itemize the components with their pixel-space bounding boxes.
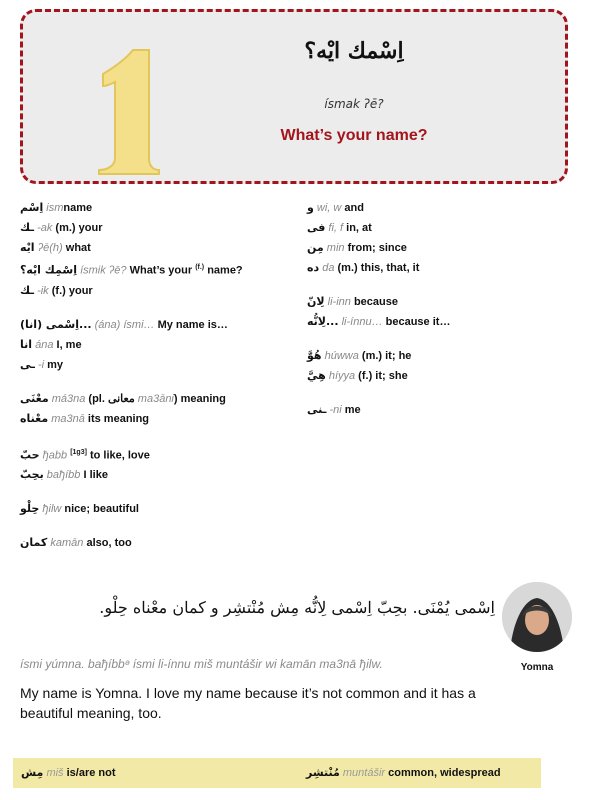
footer-right-arabic: مُنْتشِر bbox=[306, 766, 340, 779]
vocab-arabic: مِن bbox=[307, 241, 324, 254]
vocab-arabic: معْنَى bbox=[20, 391, 49, 405]
vocab-arabic: انا bbox=[20, 337, 33, 351]
speaker-avatar bbox=[502, 582, 572, 652]
vocab-item bbox=[20, 238, 290, 258]
vocab-item bbox=[307, 198, 577, 218]
footer-left-transliteration: miš bbox=[46, 767, 64, 779]
example-sentence-transliteration: ísmi yúmna. baђíbbᵊ ísmi li-ínnu miš muntášir wi kamān ma3nā ђilw. bbox=[20, 657, 383, 671]
vocab-list-right bbox=[307, 198, 577, 420]
vocab-english: your bbox=[68, 284, 93, 297]
vocab-item bbox=[20, 335, 290, 355]
vocab-note: (m.) bbox=[334, 262, 361, 274]
example-sentence-english: My name is Yomna. I love my name because it’s not common and it has a beautiful meaning, too. bbox=[20, 685, 476, 721]
vocab-arabic: كمان bbox=[20, 536, 48, 550]
vocab-english: and bbox=[344, 202, 364, 214]
vocab-note: (f.) bbox=[355, 370, 376, 382]
vocab-note: (m.) bbox=[52, 222, 79, 234]
vocab-arabic: ـى bbox=[20, 357, 35, 371]
vocab-superscript: [1g3] bbox=[70, 448, 87, 456]
vocab-arabic: اِسْمِك ايْه؟ bbox=[20, 263, 77, 277]
vocab-transliteration: da bbox=[322, 262, 335, 274]
vocab-arabic: و bbox=[307, 201, 314, 214]
vocab-transliteration: min bbox=[326, 242, 345, 254]
vocab-item bbox=[307, 238, 577, 258]
vocab-arabic: لِانّ bbox=[307, 295, 325, 308]
vocab-transliteration: ђilw bbox=[42, 503, 62, 516]
lesson-number-graphic bbox=[91, 46, 161, 176]
footer-left-english: is/are not bbox=[66, 767, 116, 779]
vocab-transliteration: wi, w bbox=[316, 202, 342, 214]
vocab-transliteration: fi, f bbox=[328, 222, 344, 234]
vocab-transliteration: ísmik ʔē? bbox=[80, 264, 127, 277]
vocab-english: what bbox=[65, 242, 91, 254]
vocab-item bbox=[20, 281, 290, 301]
vocab-transliteration: ђabb bbox=[42, 449, 68, 462]
vocab-note: (f.) bbox=[48, 284, 69, 297]
example-sentence-arabic: اِسْمى يُمْنَى. بحِبّ اِسْمى لِانُّه مِش مُنْتشِر و كمان معْناه حِلْو. bbox=[99, 598, 495, 617]
vocab-arabic: معْناه bbox=[20, 411, 49, 425]
vocab-item bbox=[20, 258, 290, 281]
vocab-transliteration: li-ínnu… bbox=[341, 316, 383, 328]
vocab-transliteration: -i bbox=[37, 358, 45, 371]
lesson-title-arabic: اِسْمك ايْه؟ bbox=[304, 38, 404, 64]
vocab-transliteration: ism bbox=[46, 202, 64, 214]
vocab-arabic: ـنى bbox=[307, 403, 327, 416]
vocab-superscript: (f.) bbox=[195, 264, 205, 271]
vocab-english: meaning bbox=[180, 392, 226, 405]
vocab-transliteration: li-inn bbox=[327, 296, 351, 308]
vocab-arabic: حِلْو bbox=[20, 502, 40, 516]
vocab-transliteration-plural: ma3āni bbox=[137, 392, 174, 405]
vocab-arabic: فى bbox=[307, 221, 326, 234]
vocab-english: to like, love bbox=[86, 449, 150, 462]
vocab-transliteration: ʔē(h) bbox=[37, 242, 63, 254]
vocab-transliteration: -ni bbox=[329, 404, 342, 416]
footer-right-transliteration: muntášir bbox=[342, 767, 386, 779]
vocab-arabic: ايْه bbox=[20, 241, 35, 254]
lesson-title-english: What’s your name? bbox=[280, 127, 428, 144]
lesson-title-transliteration: ísmak ʔē? bbox=[324, 97, 384, 111]
vocab-english: also, too bbox=[86, 537, 132, 550]
vocab-english: nice; beautiful bbox=[64, 503, 139, 516]
footer-vocab-right bbox=[306, 766, 501, 779]
vocab-english: it; she bbox=[375, 370, 408, 382]
vocab-transliteration: baђíbb bbox=[46, 469, 81, 482]
vocab-item bbox=[20, 443, 290, 466]
vocab-english: I, me bbox=[56, 338, 82, 351]
vocab-note: ) bbox=[173, 392, 181, 405]
vocab-english: me bbox=[344, 404, 361, 416]
vocab-transliteration: má3na bbox=[51, 392, 86, 405]
vocab-transliteration: (ána) ísmi… bbox=[94, 318, 155, 331]
speaker-photo bbox=[502, 582, 572, 652]
vocab-arabic: حبّ bbox=[20, 448, 40, 462]
vocab-transliteration: -ik bbox=[37, 284, 49, 297]
vocab-english: I like bbox=[83, 469, 108, 482]
vocab-english: this, that, it bbox=[360, 262, 420, 274]
vocab-english: because bbox=[353, 296, 398, 308]
vocab-item bbox=[20, 389, 290, 409]
footer-vocab-bar bbox=[13, 758, 541, 788]
vocab-note: (pl. معانى bbox=[85, 392, 138, 405]
footer-right-english: common, widespread bbox=[388, 767, 501, 779]
vocab-item bbox=[20, 409, 290, 429]
vocab-english: My name is… bbox=[157, 318, 228, 331]
vocab-arabic: بحِبّ bbox=[20, 468, 44, 482]
vocab-list-left bbox=[20, 198, 290, 553]
vocab-transliteration: húwwa bbox=[324, 350, 359, 362]
vocab-arabic: (انا) اِسْمى... bbox=[20, 317, 92, 331]
vocab-arabic: ده bbox=[307, 261, 320, 274]
vocab-english: because it… bbox=[385, 316, 451, 328]
vocab-arabic: لِانُّه... bbox=[307, 315, 339, 328]
vocab-note: (m.) bbox=[358, 350, 386, 362]
vocab-english: its meaning bbox=[87, 412, 150, 425]
vocab-note: What’s your bbox=[126, 264, 196, 277]
vocab-english: name? bbox=[204, 264, 243, 277]
vocab-arabic: ـك bbox=[20, 283, 35, 297]
vocab-transliteration: kamān bbox=[50, 537, 84, 550]
vocab-english: name bbox=[63, 202, 93, 214]
vocab-english: your bbox=[78, 222, 103, 234]
vocab-item bbox=[307, 258, 577, 278]
vocab-transliteration: híyya bbox=[328, 370, 356, 382]
vocab-english: it; he bbox=[385, 350, 412, 362]
vocab-transliteration: ána bbox=[35, 338, 54, 351]
vocab-item bbox=[307, 366, 577, 386]
vocab-english: from; since bbox=[347, 242, 407, 254]
speaker-name: Yomna bbox=[520, 662, 554, 673]
vocab-item bbox=[307, 312, 577, 332]
vocab-transliteration: ma3nā bbox=[51, 412, 85, 425]
vocab-item bbox=[20, 499, 290, 519]
vocab-item bbox=[307, 218, 577, 238]
vocab-arabic: ـك bbox=[20, 221, 35, 234]
vocab-item bbox=[20, 533, 290, 553]
vocab-item bbox=[20, 355, 290, 375]
vocab-item bbox=[307, 346, 577, 366]
vocab-item bbox=[307, 400, 577, 420]
lesson-header bbox=[20, 9, 568, 184]
vocab-arabic: اِسْم bbox=[20, 201, 44, 214]
vocab-item bbox=[20, 465, 290, 485]
vocab-transliteration: -ak bbox=[37, 222, 53, 234]
vocab-item bbox=[20, 218, 290, 238]
footer-left-arabic: مِش bbox=[21, 766, 44, 779]
vocab-item bbox=[20, 315, 290, 335]
vocab-arabic: هِيَّ bbox=[307, 369, 326, 382]
vocab-arabic: هُوَّ bbox=[307, 349, 322, 362]
vocab-item bbox=[307, 292, 577, 312]
footer-vocab-left bbox=[21, 766, 116, 779]
vocab-english: in, at bbox=[346, 222, 372, 234]
vocab-english: my bbox=[47, 358, 64, 371]
vocab-item bbox=[20, 198, 290, 218]
